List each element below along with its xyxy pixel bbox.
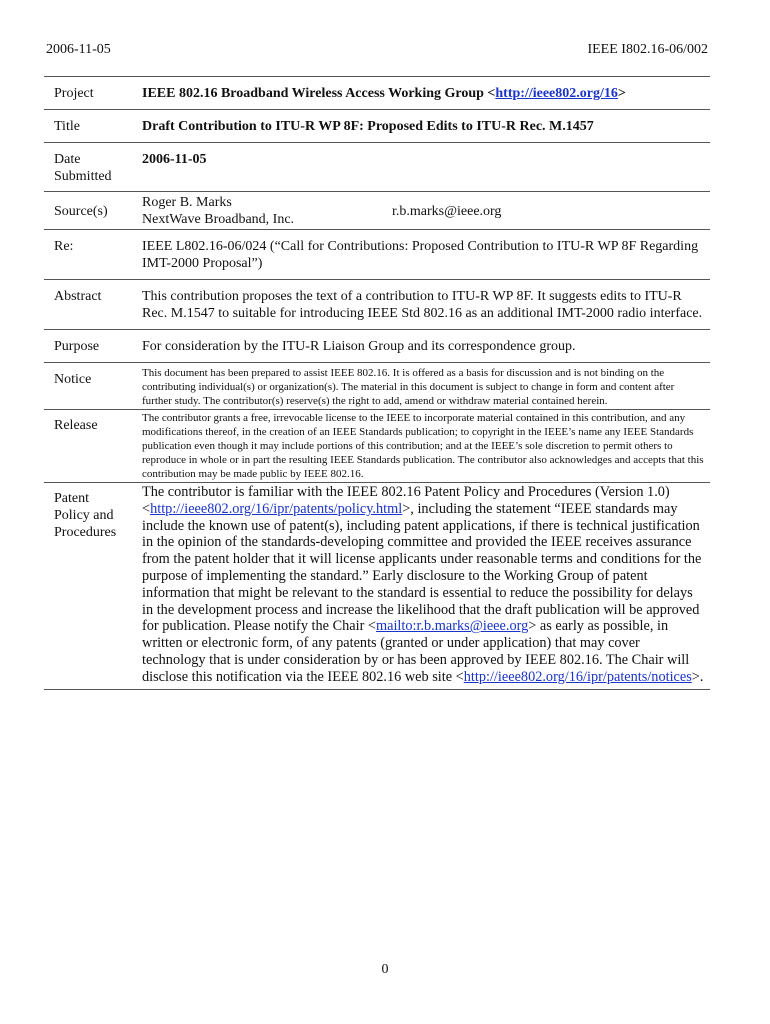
- purpose-label: Purpose: [54, 339, 100, 354]
- release-label: Release: [54, 418, 98, 433]
- project-row: [44, 76, 710, 109]
- patent-text-1: The contributor is familiar with the IEEE 802.16 Patent Policy and Procedures (Version 1.0) <: [142, 484, 670, 517]
- abstract-row: [44, 279, 710, 329]
- abstract-label: Abstract: [54, 289, 102, 304]
- sources-email: r.b.marks@ieee.org: [392, 203, 502, 219]
- patent-label-line3: Procedures: [54, 525, 117, 540]
- patent-label-line2: Policy and: [54, 508, 114, 523]
- patent-label-line1: Patent: [54, 491, 89, 506]
- title-value: Draft Contribution to ITU-R WP 8F: Proposed Edits to ITU-R Rec. M.1457: [142, 119, 594, 134]
- patent-policy-link[interactable]: http://ieee802.org/16/ipr/patents/policy.html: [150, 500, 403, 517]
- patent-notices-link[interactable]: http://ieee802.org/16/ipr/patents/notices: [463, 668, 692, 685]
- date-label-line2: Submitted: [54, 169, 112, 184]
- purpose-row: [44, 329, 710, 362]
- re-label: Re:: [54, 239, 74, 254]
- project-suffix: >: [617, 86, 626, 101]
- project-link[interactable]: http://ieee802.org/16: [495, 86, 618, 101]
- abstract-value: This contribution proposes the text of a contribution to ITU-R WP 8F. It suggests edits to ITU-R Rec. M.1547 to suitable for introducing IEEE Std 802.16 as an additional IMT-2000 radio interface.: [142, 289, 703, 321]
- sources-row: [44, 191, 710, 229]
- notice-label: Notice: [54, 372, 92, 387]
- patent-row: [44, 482, 710, 690]
- sources-org: NextWave Broadband, Inc.: [142, 212, 295, 227]
- re-row: [44, 229, 710, 279]
- notice-value: This document has been prepared to assist IEEE 802.16. It is offered as a basis for discussion and is not binding on the contributing individual(s) or organization(s). The material in this document is subject to change in form and content after further study. The contributor(s) reserve(s) the right to add, amend or withdraw material contained herein.: [142, 367, 675, 407]
- chair-email-link[interactable]: mailto:r.b.marks@ieee.org: [375, 618, 529, 635]
- purpose-value: For consideration by the ITU-R Liaison Group and its correspondence group.: [142, 339, 576, 354]
- patent-text-4: >.: [691, 668, 704, 685]
- title-row: [44, 109, 710, 142]
- sources-label: Source(s): [54, 203, 108, 219]
- release-row: [44, 409, 710, 482]
- header-date: 2006-11-05: [46, 42, 111, 57]
- date-row: [44, 142, 710, 191]
- header-doc-number: IEEE I802.16-06/002: [587, 42, 708, 57]
- title-label: Title: [54, 119, 80, 134]
- notice-row: [44, 362, 710, 409]
- sources-name: Roger B. Marks: [142, 195, 232, 210]
- patent-value: [142, 484, 710, 686]
- sources-author: [142, 194, 392, 228]
- patent-text-2: >, including the statement “IEEE standards may include the known use of patent(s), including patent applications, if there is technical justification in the opinion of the standards-developing committee and provided the IEEE receives assurance from the patent holder that it will license applicants under reasonable terms and conditions for the purpose of implementing the standard.” Early disclosure to the Working Group of patent information that might be relevant to the standard is essential to reduce the possibility for delays in the development process and increase the likelihood that the draft publication will be approved for publication. Please notify the Chair <: [142, 500, 702, 635]
- project-prefix: IEEE 802.16 Broadband Wireless Access Working Group <: [142, 86, 496, 101]
- release-value: The contributor grants a free, irrevocable license to the IEEE to incorporate material contained in this contribution, and any modifications thereof, in the creation of an IEEE Standards publication; to copyright in the IEEE’s name any IEEE Standards publication even though it may include portions of this contribution; and at the IEEE’s sole discretion to permit others to reproduce in whole or in part the resulting IEEE Standards publication. The contributor also acknowledges and accepts that this contribution may be made public by IEEE 802.16.: [142, 412, 704, 480]
- sources-value: [142, 194, 710, 228]
- page-number: 0: [381, 962, 389, 977]
- date-value: 2006-11-05: [142, 152, 207, 167]
- project-value: [142, 85, 710, 102]
- project-label: Project: [54, 86, 94, 101]
- date-label: [44, 151, 142, 185]
- patent-text-3: > as early as possible, in written or electronic form, of any patents (granted or under application) that may cover technology that is under consideration by or has been approved by IEEE 802.16. The Chair will disclose this notification via the IEEE 802.16 web site <: [142, 618, 690, 685]
- patent-label: [44, 484, 142, 686]
- re-value: IEEE L802.16-06/024 (“Call for Contributions: Proposed Contribution to ITU-R WP 8F Regarding IMT-2000 Proposal”): [142, 239, 699, 271]
- date-label-line1: Date: [54, 152, 81, 167]
- cover-table: [44, 76, 710, 690]
